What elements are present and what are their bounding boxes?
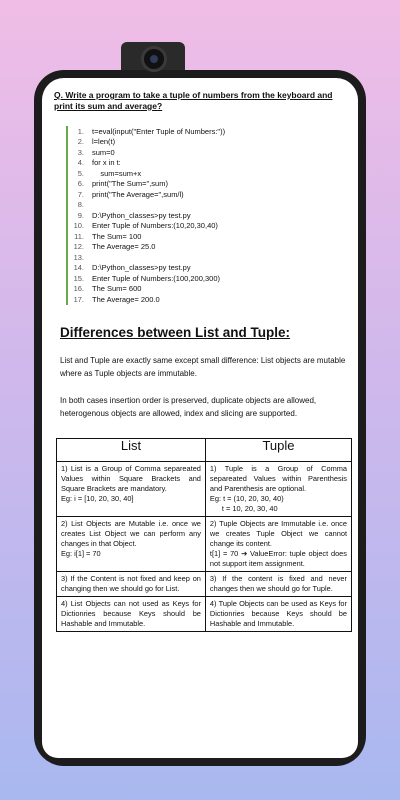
code-line <box>68 284 348 295</box>
camera-icon <box>141 46 167 72</box>
code-text: The Sum= 600 <box>92 284 142 294</box>
line-number: 13. <box>73 252 84 262</box>
cell-example: Eg: i = [10, 20, 30, 40] <box>61 493 134 503</box>
code-text: t=eval(input("Enter Tuple of Numbers:")) <box>92 126 226 136</box>
list-cell <box>57 596 206 631</box>
code-text: print("The Average=",sum/l) <box>92 189 184 199</box>
code-text: The Average= 200.0 <box>92 294 160 304</box>
line-number: 14. <box>73 263 84 273</box>
cell-example: t = 10, 20, 30, 40 <box>221 503 278 513</box>
line-number: 4. <box>77 158 84 168</box>
cell-text: 2) Tuple Objects are Immutable i.e. once we creates Tuple Object we cannot change its content. <box>209 518 347 548</box>
code-text: for x in t: <box>92 158 121 168</box>
line-number: 12. <box>73 242 84 252</box>
line-number: 15. <box>73 273 84 283</box>
code-text: Enter Tuple of Numbers:(10,20,30,40) <box>92 221 218 231</box>
paragraph-details: In both cases insertion order is preserved, duplicate objects are allowed, heterogenous objects are allowed, index and slicing are supported. <box>60 395 317 418</box>
list-cell <box>57 571 206 596</box>
table-row <box>57 516 352 571</box>
line-number: 16. <box>73 284 84 294</box>
code-line <box>68 126 348 137</box>
line-number: 7. <box>77 189 84 199</box>
code-line <box>68 221 348 232</box>
code-block <box>66 126 348 305</box>
line-number: 2. <box>77 137 84 147</box>
code-text: D:\Python_classes>py test.py <box>92 263 191 273</box>
line-number: 3. <box>77 147 84 157</box>
cell-text: 3) If the Content is not fixed and keep on changing then we should go for List. <box>61 573 201 593</box>
line-number: 5. <box>77 168 84 178</box>
phone-screen[interactable] <box>42 78 358 758</box>
list-cell <box>57 516 206 571</box>
header-list: List <box>57 438 206 461</box>
cell-text: 1) List is a Group of Comma separeated Values within Square Brackets and Square Brackets are mandatory. <box>61 463 201 493</box>
cell-text: 4) Tuple Objects can be used as Keys for Dictionries because Keys should be Hashable and Immutable. <box>209 598 347 628</box>
tuple-cell <box>205 516 351 571</box>
table-row <box>57 461 352 516</box>
code-line <box>68 273 348 284</box>
line-number: 1. <box>77 126 84 136</box>
tuple-cell <box>205 461 351 516</box>
code-text: The Average= 25.0 <box>92 242 156 252</box>
header-tuple: Tuple <box>205 438 351 461</box>
line-number: 8. <box>77 200 84 210</box>
code-line <box>68 168 348 179</box>
question-text: Q. Write a program to take a tuple of numbers from the keyboard and print its sum and average? <box>54 90 333 111</box>
code-text: sum=sum+x <box>92 168 142 178</box>
paragraph-intro: List and Tuple are exactly same except small difference: List objects are mutable where as Tuple objects are immutable. <box>60 355 346 378</box>
code-text: l=len(t) <box>92 137 116 147</box>
code-line <box>68 242 348 253</box>
code-line <box>68 200 348 211</box>
line-number: 17. <box>73 294 84 304</box>
line-number: 6. <box>77 179 84 189</box>
code-text: D:\Python_classes>py test.py <box>92 210 191 220</box>
table-header-row <box>57 438 352 461</box>
code-line <box>68 179 348 190</box>
cell-example: t[1] = 70 ➔ ValueError: tuple object does not support item assignment. <box>209 548 347 568</box>
code-text: print("The Sum=",sum) <box>92 179 168 189</box>
code-line <box>68 263 348 274</box>
tuple-cell <box>205 571 351 596</box>
cell-example: Eg: i[1] = 70 <box>61 548 101 558</box>
line-number: 9. <box>77 210 84 220</box>
tuple-cell <box>205 596 351 631</box>
table-row <box>57 571 352 596</box>
code-text: The Sum= 100 <box>92 231 142 241</box>
comparison-table <box>56 438 352 632</box>
code-line <box>68 137 348 148</box>
code-line <box>68 231 348 242</box>
list-cell <box>57 461 206 516</box>
code-line <box>68 210 348 221</box>
cell-text: 2) List Objects are Mutable i.e. once we creates List Object we can perform any changes in that Object. <box>61 518 201 548</box>
code-text: Enter Tuple of Numbers:(100,200,300) <box>92 273 220 283</box>
code-line <box>68 252 348 263</box>
code-line <box>68 294 348 305</box>
section-title: Differences between List and Tuple: <box>60 324 291 340</box>
code-line <box>68 147 348 158</box>
code-line <box>68 189 348 200</box>
cell-text: 3) If the content is fixed and never changes then we should go for Tuple. <box>209 573 347 593</box>
code-text: sum=0 <box>92 147 115 157</box>
cell-text: 1) Tuple is a Group of Comma separeated Values within Parenthesis and Parenthesis are optional. <box>209 463 347 493</box>
cell-example: Eg: t = (10, 20, 30, 40) <box>209 493 284 503</box>
line-number: 11. <box>74 231 84 241</box>
code-line <box>68 158 348 169</box>
table-row <box>57 596 352 631</box>
cell-text: 4) List Objects can not used as Keys for Dictionries because Keys should be Hashable and Immutable. <box>61 598 201 628</box>
line-number: 10. <box>73 221 84 231</box>
